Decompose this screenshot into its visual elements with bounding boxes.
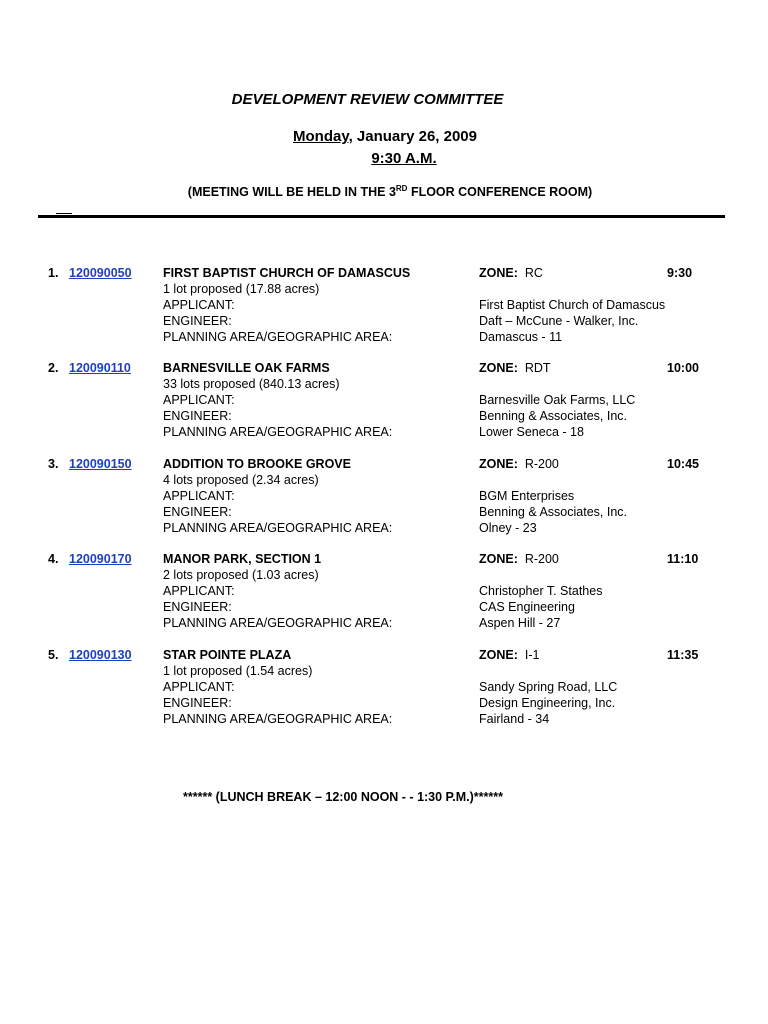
project-name: ADDITION TO BROOKE GROVE — [163, 457, 351, 471]
planning-area-label: PLANNING AREA/GEOGRAPHIC AREA: — [163, 330, 393, 344]
item-details — [163, 567, 392, 631]
header-divider — [38, 215, 725, 218]
plan-number-link[interactable]: 120090130 — [69, 648, 132, 662]
item-number: 2. — [48, 361, 59, 375]
engineer-value: Design Engineering, Inc. — [479, 696, 616, 710]
scheduled-time: 11:35 — [667, 648, 699, 662]
lots-proposed: 33 lots proposed (840.13 acres) — [163, 377, 340, 391]
item-number: 3. — [48, 457, 59, 471]
engineer-label: ENGINEER: — [163, 409, 232, 423]
lunch-break-note: ****** (LUNCH BREAK – 12:00 NOON - - 1:30 P.M.)****** — [183, 790, 503, 804]
lots-proposed: 1 lot proposed (17.88 acres) — [163, 282, 320, 296]
meeting-location — [0, 184, 768, 199]
project-name: STAR POINTE PLAZA — [163, 648, 292, 662]
zone-value: R-200 — [524, 457, 559, 471]
item-number: 1. — [48, 266, 59, 280]
applicant-label: APPLICANT: — [163, 393, 235, 407]
planning-area-value: Olney - 23 — [479, 521, 537, 535]
project-name: BARNESVILLE OAK FARMS — [163, 361, 330, 375]
item-values — [479, 297, 665, 345]
planning-area-label: PLANNING AREA/GEOGRAPHIC AREA: — [163, 712, 393, 726]
applicant-value: Sandy Spring Road, LLC — [479, 680, 618, 694]
planning-area-value: Lower Seneca - 18 — [479, 425, 584, 439]
project-name: FIRST BAPTIST CHURCH OF DAMASCUS — [163, 266, 411, 280]
zone-value: R-200 — [524, 552, 559, 566]
zone-label: ZONE: — [479, 648, 518, 662]
zone-label: ZONE: — [479, 266, 518, 280]
planning-area-value: Fairland - 34 — [479, 712, 550, 726]
scheduled-time: 11:10 — [667, 552, 699, 566]
applicant-value: First Baptist Church of Damascus — [479, 298, 666, 312]
applicant-value: Christopher T. Stathes — [479, 584, 603, 598]
engineer-value: Daft – McCune - Walker, Inc. — [479, 314, 639, 328]
item-values — [479, 679, 617, 727]
zone — [479, 456, 559, 472]
zone-label: ZONE: — [479, 552, 518, 566]
item-details — [163, 472, 392, 536]
location-superscript: RD — [395, 184, 408, 193]
engineer-label: ENGINEER: — [163, 505, 232, 519]
lots-proposed: 1 lot proposed (1.54 acres) — [163, 664, 313, 678]
planning-area-value: Aspen Hill - 27 — [479, 616, 561, 630]
plan-number-link[interactable]: 120090050 — [69, 266, 132, 280]
zone — [479, 647, 539, 663]
item-details — [163, 376, 392, 440]
location-text-end: FLOOR CONFERENCE ROOM) — [407, 185, 593, 199]
location-text-start: (MEETING WILL BE HELD IN THE 3 — [187, 185, 396, 199]
scheduled-time: 10:45 — [667, 457, 699, 471]
agenda-item — [0, 647, 768, 727]
agenda-item — [0, 360, 768, 440]
item-values — [479, 392, 635, 440]
item-values — [479, 583, 602, 631]
divider-tick — [56, 213, 72, 214]
engineer-value: CAS Engineering — [479, 600, 575, 614]
zone-value: RC — [524, 266, 543, 280]
scheduled-time: 9:30 — [667, 266, 693, 280]
plan-number-link[interactable]: 120090170 — [69, 552, 132, 566]
item-details — [163, 663, 392, 727]
zone — [479, 551, 559, 567]
planning-area-value: Damascus - 11 — [479, 330, 563, 344]
plan-number-link[interactable]: 120090110 — [69, 361, 131, 375]
meeting-day: Monday — [293, 128, 349, 145]
applicant-label: APPLICANT: — [163, 298, 235, 312]
planning-area-label: PLANNING AREA/GEOGRAPHIC AREA: — [163, 521, 393, 535]
item-number: 4. — [48, 552, 59, 566]
applicant-value: BGM Enterprises — [479, 489, 575, 503]
engineer-label: ENGINEER: — [163, 600, 232, 614]
meeting-date-rest: , January 26, 2009 — [348, 128, 477, 145]
meeting-date — [0, 128, 768, 145]
applicant-value: Barnesville Oak Farms, LLC — [479, 393, 636, 407]
planning-area-label: PLANNING AREA/GEOGRAPHIC AREA: — [163, 425, 393, 439]
engineer-value: Benning & Associates, Inc. — [479, 409, 628, 423]
applicant-label: APPLICANT: — [163, 584, 235, 598]
agenda-item — [0, 551, 768, 631]
meeting-time: 9:30 A.M. — [371, 150, 437, 167]
item-details — [163, 281, 392, 345]
item-number: 5. — [48, 648, 59, 662]
zone-value: I-1 — [524, 648, 540, 662]
agenda-item — [0, 265, 768, 345]
engineer-value: Benning & Associates, Inc. — [479, 505, 628, 519]
zone — [479, 265, 543, 281]
zone-label: ZONE: — [479, 361, 518, 375]
agenda-item — [0, 456, 768, 536]
project-name: MANOR PARK, SECTION 1 — [163, 552, 322, 566]
zone-label: ZONE: — [479, 457, 518, 471]
zone — [479, 360, 551, 376]
document-title: DEVELOPMENT REVIEW COMMITTEE — [231, 91, 504, 108]
lots-proposed: 4 lots proposed (2.34 acres) — [163, 473, 319, 487]
lots-proposed: 2 lots proposed (1.03 acres) — [163, 568, 319, 582]
zone-value: RDT — [524, 361, 551, 375]
applicant-label: APPLICANT: — [163, 680, 235, 694]
planning-area-label: PLANNING AREA/GEOGRAPHIC AREA: — [163, 616, 393, 630]
applicant-label: APPLICANT: — [163, 489, 235, 503]
item-values — [479, 488, 627, 536]
engineer-label: ENGINEER: — [163, 314, 232, 328]
plan-number-link[interactable]: 120090150 — [69, 457, 132, 471]
scheduled-time: 10:00 — [667, 361, 699, 375]
engineer-label: ENGINEER: — [163, 696, 232, 710]
